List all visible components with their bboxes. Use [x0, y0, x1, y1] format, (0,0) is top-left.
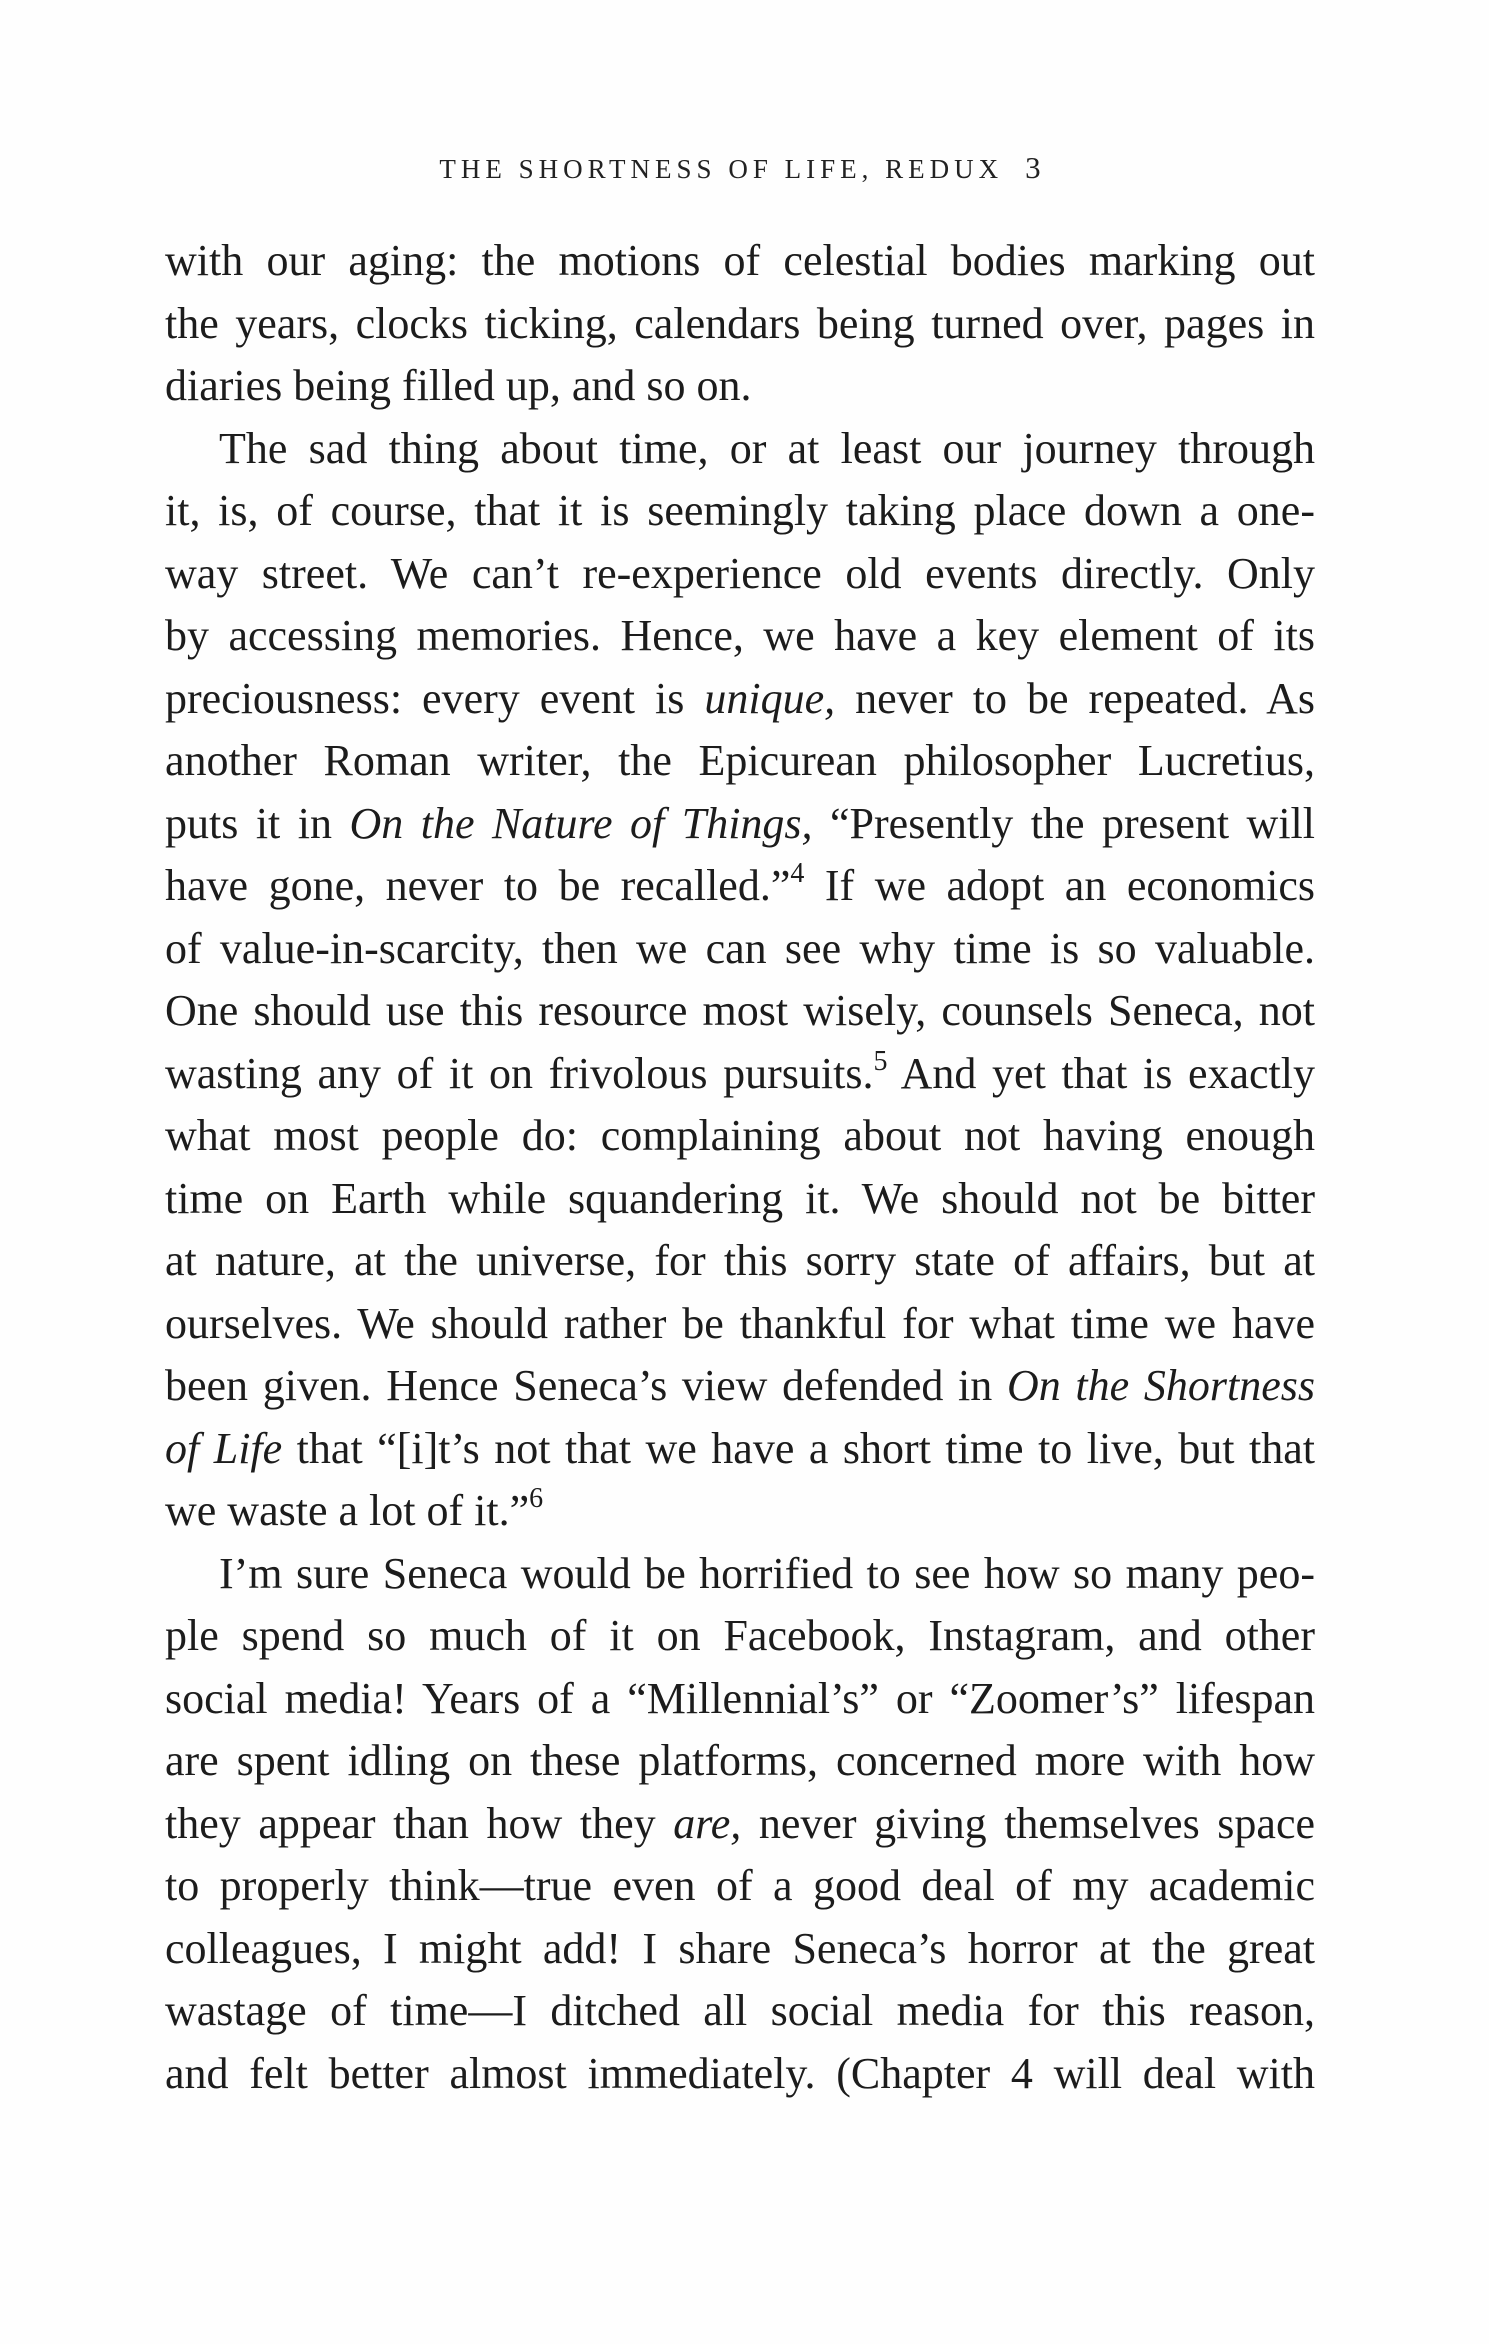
- text-line: with our aging: the motions of celestial bodies marking out: [165, 236, 1315, 285]
- text-line: diaries being filled up, and so on.: [165, 361, 752, 410]
- text-line: time on Earth while squandering it. We should not be bitter: [165, 1173, 1315, 1223]
- footnote-marker: 6: [529, 1483, 544, 1514]
- text-line: wastage of time—I ditched all social media for this reason,: [165, 1986, 1315, 2035]
- text-line: colleagues, I might add! I share Seneca’s horror at the great: [165, 1923, 1315, 1973]
- text-line: [165, 793, 1315, 856]
- running-head-title: THE SHORTNESS OF LIFE, REDUX: [439, 154, 1004, 184]
- text-line: social media! Years of a “Millennial’s” or “Zoomer’s” lifespan: [165, 1673, 1315, 1723]
- italic-run: are,: [673, 1798, 742, 1848]
- text-line: by accessing memories. Hence, we have a key element of its: [165, 611, 1315, 660]
- text-line: are spent idling on these platforms, concerned more with how: [165, 1736, 1315, 1785]
- text-run: been given. Hence Seneca’s view defended in: [165, 1361, 1007, 1410]
- text-line: what most people do: complaining about not having enough: [165, 1111, 1315, 1160]
- text-run: they appear than how they: [165, 1798, 674, 1848]
- text-run: preciousness: every event is: [165, 673, 705, 723]
- footnote-marker: 4: [790, 858, 805, 889]
- book-title-italic: of Life: [165, 1423, 283, 1473]
- text-line: ourselves. We should rather be thankful for what time we have: [165, 1298, 1315, 1348]
- text-run: puts it in: [165, 798, 350, 848]
- text-line: at nature, at the universe, for this sorry state of affairs, but at: [165, 1236, 1315, 1285]
- text-line: to properly think—true even of a good deal of my academic: [165, 1861, 1315, 1910]
- text-line: [165, 668, 1315, 731]
- text-line: the years, clocks ticking, calendars being turned over, pages in: [165, 298, 1315, 348]
- text-line: and felt better almost immediately. (Chapter 4 will deal with: [165, 2048, 1315, 2098]
- text-line: [165, 1418, 1315, 1481]
- text-line: of value-in-scarcity, then we can see why time is so valuable.: [165, 923, 1315, 973]
- text-run: “Presently the present will: [812, 798, 1316, 848]
- text-line: [165, 855, 1315, 918]
- text-line: way street. We can’t re-experience old events directly. Only: [165, 548, 1315, 598]
- text-run: never to be repeated. As: [835, 673, 1315, 723]
- text-run: If we adopt an economics: [804, 861, 1315, 910]
- text-run: wasting any of it on frivolous pursuits.: [165, 1048, 874, 1098]
- body-text: [165, 230, 1315, 2105]
- text-line: [165, 1043, 1315, 1106]
- text-line: The sad thing about time, or at least our journey through: [219, 423, 1315, 473]
- footnote-marker: 5: [873, 1045, 888, 1077]
- text-run: never giving themselves space: [741, 1798, 1315, 1848]
- text-run: And yet that is exactly: [887, 1048, 1316, 1098]
- page-number: 3: [1025, 150, 1041, 185]
- book-title-italic: On the Shortness: [1006, 1361, 1316, 1410]
- text-line: [165, 1355, 1315, 1418]
- text-run: have gone, never to be recalled.”: [165, 861, 791, 910]
- book-title-italic: On the Nature of Things,: [349, 798, 813, 848]
- text-line: [165, 1480, 1315, 1543]
- italic-run: unique,: [704, 673, 836, 723]
- text-line: ple spend so much of it on Facebook, Instagram, and other: [165, 1611, 1315, 1660]
- text-run: we waste a lot of it.”: [165, 1486, 530, 1535]
- text-line: it, is, of course, that it is seemingly taking place down a one-: [165, 486, 1315, 535]
- text-line: One should use this resource most wisely, counsels Seneca, not: [165, 986, 1315, 1035]
- text-line: I’m sure Seneca would be horrified to see how so many peo-: [219, 1548, 1315, 1598]
- running-head: [165, 150, 1315, 186]
- text-line: another Roman writer, the Epicurean philosopher Lucretius,: [165, 736, 1315, 785]
- text-run: that “[i]t’s not that we have a short time to live, but that: [282, 1423, 1315, 1473]
- text-line: [165, 1793, 1315, 1856]
